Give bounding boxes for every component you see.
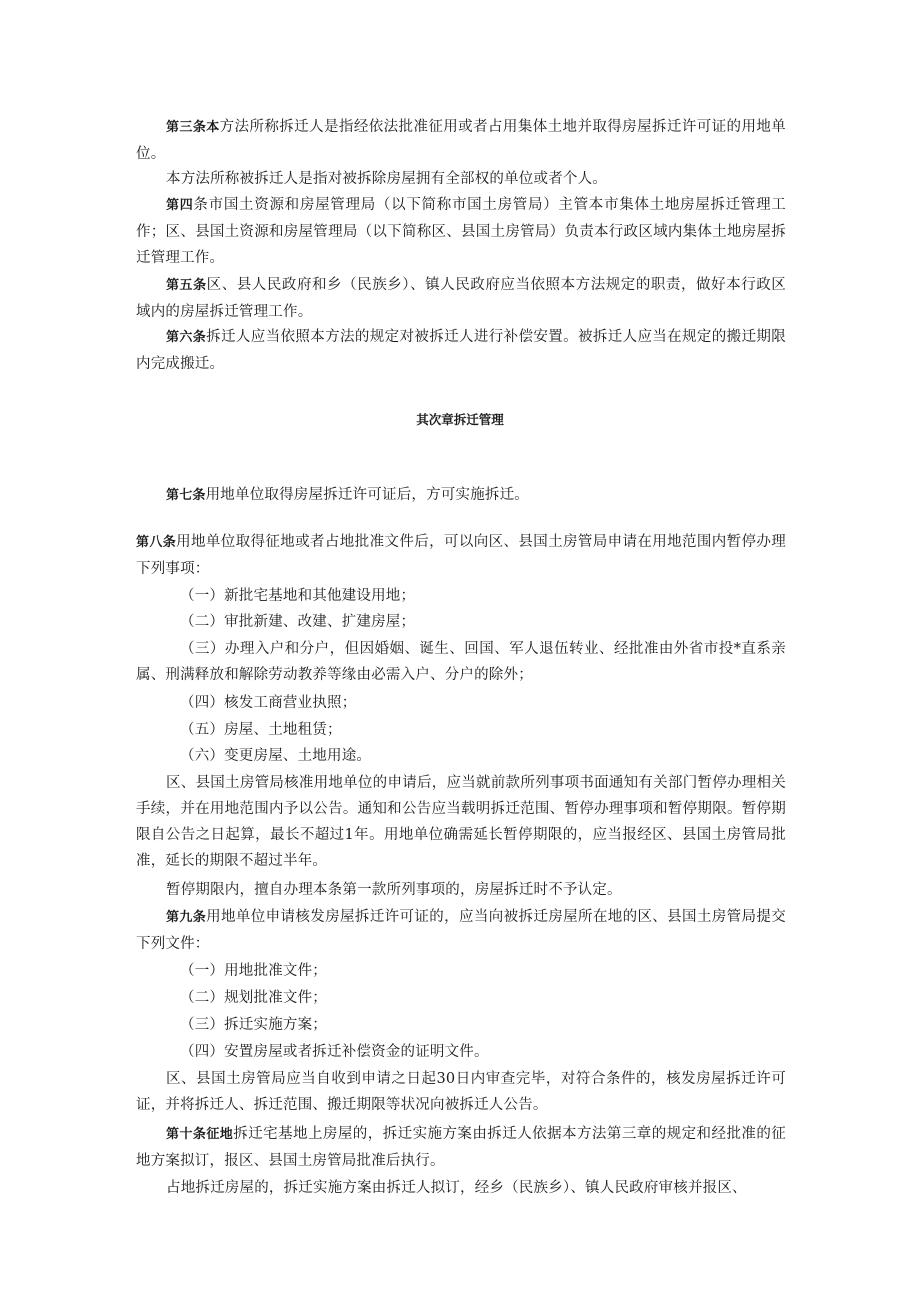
article-4 <box>136 192 786 271</box>
article-3 <box>136 114 786 167</box>
article-9-item-1: （一）用地批准文件； <box>180 963 327 979</box>
article-8-item-6: （六）变更房屋、土地用途。 <box>180 748 372 764</box>
article-6-label: 第六条 <box>166 330 207 345</box>
article-9 <box>136 904 786 957</box>
article-7 <box>136 482 786 509</box>
article-9-item-3: （三）拆迁实施方案； <box>180 1017 327 1033</box>
article-8-item-2: （二）审批新建、改建、扩建房屋； <box>180 614 416 630</box>
article-3-text: 方法所称拆迁人是指经依法批准征用或者占用集体土地并取得房屋拆迁许可证的用地单位。 <box>136 119 786 162</box>
article-9-item-2: （二）规划批准文件； <box>180 990 327 1006</box>
article-5-text: 区、县人民政府和乡（民族乡）、镇人民政府应当依照本方法规定的职责，做好本行政区域内的房屋拆迁管理工作。 <box>136 277 786 320</box>
article-6 <box>136 324 786 377</box>
article-3-paragraph-2: 本方法所称被拆迁人是指对被拆除房屋拥有全部权的单位或者个人。 <box>166 171 607 187</box>
article-10-paragraph-2: 占地拆迁房屋的，拆迁实施方案由拆迁人拟订，经乡（民族乡）、镇人民政府审核并报区、 <box>166 1180 747 1196</box>
article-3-label: 第三条本 <box>166 120 220 135</box>
article-10 <box>136 1121 786 1174</box>
article-8-paragraph-2: 区、县国土房管局核准用地单位的申请后，应当就前款所列事项书面通知有关部门暂停办理相关手续，并在用地范围内予以公告。通知和公告应当载明拆迁范围、暂停办理事项和暂停期限。暂停期限自公告之日起算，最长不超过1年。用地单位确需延长暂停期限的，应当报经区、县国土房管局批准，延长的期限不超过半年。 <box>136 775 786 869</box>
article-8-paragraph-3: 暂停期限内，擅自办理本条第一款所列事项的，房屋拆迁时不予认定。 <box>166 882 622 898</box>
article-8 <box>136 529 786 582</box>
article-10-text: 拆迁宅基地上房屋的，拆迁实施方案由拆迁人依据本方法第三章的规定和经批准的征地方案拟订，报区、县国土房管局批准后执行。 <box>136 1126 786 1169</box>
article-4-text: 条市国土资源和房屋管理局（以下简称市国土房管局）主管本市集体土地房屋拆迁管理工作；区、县国土资源和房屋管理局（以下简称区、县国土房管局）负责本行政区域内集体土地房屋拆迁管理工作。 <box>136 197 787 266</box>
article-10-label: 第十条征地 <box>166 1127 234 1142</box>
article-9-paragraph-2: 区、县国土房管局应当自收到申请之日起30日内审查完毕，对符合条件的，核发房屋拆迁许可证，并将拆迁人、拆迁范围、搬迁期限等状况向被拆迁人公告。 <box>136 1071 786 1113</box>
article-7-label: 第七条 <box>166 488 206 503</box>
article-8-text: 用地单位取得征地或者占地批准文件后，可以向区、县国土房管局申请在用地范围内暂停办理下列事项： <box>136 534 786 577</box>
article-8-item-3: （三）办理入户和分户，但因婚姻、诞生、回国、军人退伍转业、经批准由外省市投*直系亲属、刑满释放和解除劳动教养等缘由必需入户、分户的除外； <box>136 641 786 683</box>
article-8-item-1: （一）新批宅基地和其他建设用地； <box>180 588 416 604</box>
chapter-heading: 其次章拆迁管理 <box>416 412 504 427</box>
article-4-label: 第四 <box>166 198 194 213</box>
article-8-item-5: （五）房屋、土地租赁； <box>180 722 342 738</box>
article-5-label: 第五条 <box>166 278 207 293</box>
article-8-label: 第八条 <box>136 535 177 550</box>
article-9-text: 用地单位申请核发房屋拆迁许可证的，应当向被拆迁房屋所在地的区、县国土房管局提交下列文件： <box>136 909 786 952</box>
article-9-label: 第九条 <box>166 910 207 925</box>
article-9-item-4: （四）安置房屋或者拆迁补偿资金的证明文件。 <box>180 1044 489 1060</box>
article-5 <box>136 272 786 325</box>
article-6-text: 拆迁人应当依照本方法的规定对被拆迁人进行补偿安置。被拆迁人应当在规定的搬迁期限内完成搬迁。 <box>136 329 786 372</box>
article-7-text: 用地单位取得房屋拆迁许可证后，方可实施拆迁。 <box>205 487 530 503</box>
article-8-item-4: （四）核发工商营业执照； <box>180 695 357 711</box>
